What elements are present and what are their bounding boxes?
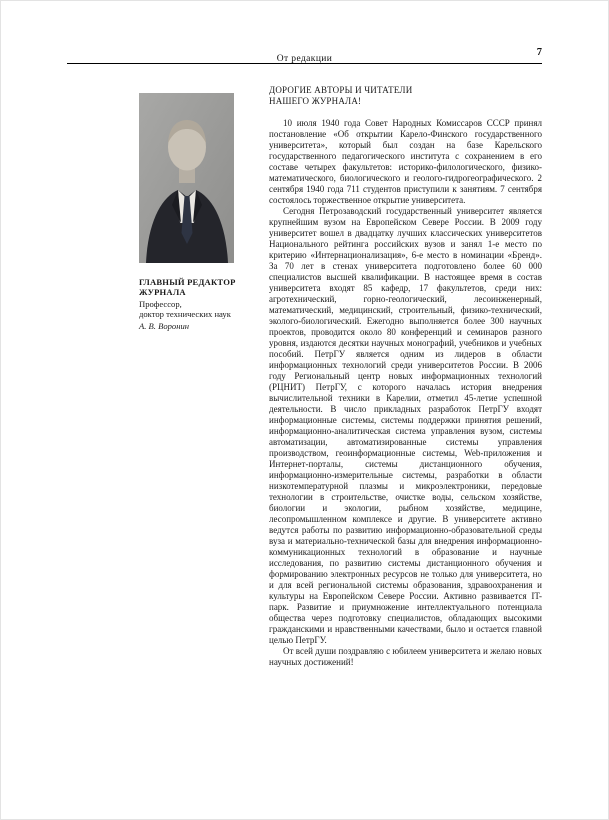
page-header bbox=[67, 1, 542, 64]
running-head bbox=[67, 47, 542, 64]
editor-name: А. В. Воронин bbox=[139, 320, 190, 331]
letter-paragraph-3: От всей души поздравляю с юбилеем университета и желаю новых научных достижений! bbox=[269, 646, 542, 667]
letter-paragraph-2: Сегодня Петрозаводский государственный университет является крупнейшим вузом на Европейском Севере России. В 2009 году университет вошел в двадцатку лучших классических университетов Национального рейтинга российских вузов и занял 1-е место по критерию «Интернационализация», 6-е место в номинации «Бренд». За 70 лет в стенах университета подготовлено более 60 000 специалистов высшей квалификации. В настоящее время в состав университета входят 85 кафедр, 17 факультетов, среди них: агротехнический, горно-геологический, лесоинженерный, математический, медицинский, строительный, физико-технический, эколого-биологический. Ежегодно выполняется более 300 научных проектов, проводится около 80 конференций и семинаров разного уровня, издаются десятки научных монографий, учебников и учебных пособий. ПетрГУ является одним из лидеров в области информационных технологий среди университетов России. В 2006 году Региональный центр новых информационных технологий (РЦНИТ) ПетрГУ, с которого началась история внедрения вычислительной техники в Карелии, отметил 45-летие успешной деятельности. В число прикладных разработок ПетрГУ входят информационные системы, системы поддержки принятия решений, информационно-аналитическая система управления вузом, системы автоматизации, автоматизированные системы управления производством, геоинформационные системы, Web-приложения и Интернет-порталы, системы дистанционного обучения, информационно-измерительные системы, разработки в области низкотемпературной плазмы и микроэлектроники, передовые технологии в строительстве, очистке воды, сельском хозяйстве, биологии и экологии, рыбном хозяйстве, медицине, лесопромышленном комплексе и другие. В университете активно ведутся работы по развитию информационно-образовательной среды вуза и материально-технической базы для внедрения информационно-коммуникационных технологий в образование и научные исследования, по развитию системы дистанционного обучения и формированию электронных ресурсов не только для университета, но и для всей региональной системы образования, здравоохранения и культуры на Европейском Севере России. Активно развивается IT-парк. Развитие и приумножение интеллектуального потенциала общества через подготовку специалистов, обладающих высокими гражданскими и нравственными качествами, было и остается главной целью ПетрГУ. bbox=[269, 206, 542, 645]
editor-portrait-illustration bbox=[139, 93, 234, 263]
editor-caption-title: ГЛАВНЫЙ РЕДАКТОР ЖУРНАЛА bbox=[139, 277, 236, 298]
editorial-letter bbox=[269, 85, 542, 668]
editor-photo bbox=[139, 93, 234, 263]
letter-salutation-line2: НАШЕГО ЖУРНАЛА! bbox=[269, 96, 362, 106]
letter-salutation bbox=[269, 85, 542, 107]
page-content bbox=[69, 85, 542, 668]
letter-paragraph-1: 10 июля 1940 года Совет Народных Комиссаров СССР принял постановление «Об открытии Карело-Финского государственного университета», который был создан на базе Карельского государственного педагогического института с сохранением в его составе четырех факультетов: историко-филологического, физико-математического, биологического и геолого-гидрогеографического. 2 сентября 1940 года 711 студентов приступили к занятиям. 7 сентября состоялось торжественное открытие университета. bbox=[269, 118, 542, 205]
section-title: От редакции bbox=[276, 54, 333, 64]
page-number: 7 bbox=[536, 47, 542, 58]
letter-salutation-line1: ДОРОГИЕ АВТОРЫ И ЧИТАТЕЛИ bbox=[269, 85, 413, 95]
editor-column bbox=[139, 85, 269, 331]
editor-caption-degree: доктор технических наук bbox=[139, 309, 231, 320]
editor-caption bbox=[139, 277, 269, 331]
editor-caption-rank: Профессор, bbox=[139, 298, 182, 309]
